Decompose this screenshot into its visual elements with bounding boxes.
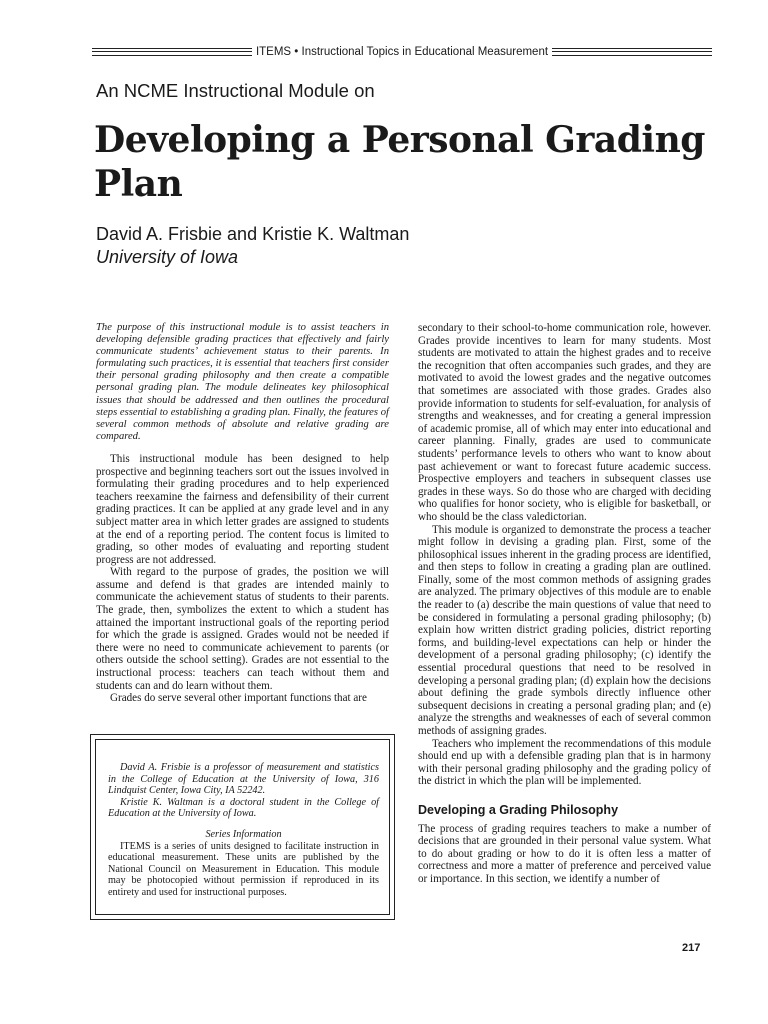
running-header [92,44,712,60]
left-column [96,322,389,705]
section-heading: Developing a Grading Philosophy [418,802,619,817]
body-paragraph: Teachers who implement the recommendations of this module should end up with a defensible grading plan that is in harmony with their personal grading philosophy and the grading policy of the district in which the plan will be implemented. [418,737,711,788]
body-paragraph: With regard to the purpose of grades, the position we will assume and defend is that grades are intended mainly to communicate the achievement status of students to their parents. The grade, then, symbolizes the extent to which a student has attained the important instructional goals of the reporting period for which the grade is assigned. Grades would not be needed if there were no need to communicate achievement to parents (or others outside the school setting). Grades are not essential to the instructional process: teachers can teach without them and students can and do learn without them. [96,566,389,692]
right-column [418,322,711,886]
header-rule-left [92,48,252,56]
abstract: The purpose of this instructional module is to assist teachers in developing defensible grading practices that effectively and fairly communicate students’ achievement status to their parents. In formulating such practices, it is essential that teachers first consider their personal grading philosophy and then create a compatible personal grading plan. The module delineates key philosophical issues that should be addressed and then outlines the procedural steps essential to establishing a grading plan. Finally, the features of several common methods of absolute and relative grading are compared. [96,322,389,442]
author-note: Kristie K. Waltman is a doctoral student in the College of Education at the University of Iowa. [108,796,379,820]
body-paragraph: Grades do serve several other important functions that are [110,692,367,705]
page-number: 217 [682,942,701,954]
author-info-box-inner [95,739,390,915]
article-title: Developing a Personal Grading Plan [94,119,705,205]
series-info-text: ITEMS is a series of units designed to facilitate instruction in educational measurement. These units are published by the National Council on Measurement in Education. This module may be photocopied without permission if reproduced in its entirety and used for instructional purposes. [108,840,379,898]
header-rule-right [552,48,712,56]
series-info-title: Series Information [205,828,282,840]
body-paragraph: This instructional module has been designed to help prospective and beginning teachers sort out the issues involved in formulating their grading procedures and to help experienced teachers reexamine the fairness and defensibility of their current grading practices. It can be applied at any grade level and in any subject matter area in which letter grades are assigned to students at the end of a reporting period. The content focus is limited to grading, so other modes of evaluating and reporting student progress are not addressed. [96,452,389,566]
module-kicker: An NCME Instructional Module on [96,80,375,101]
running-header-text: ITEMS • Instructional Topics in Educational Measurement [255,46,549,58]
author-line: David A. Frisbie and Kristie K. Waltman [96,224,410,244]
body-paragraph: This module is organized to demonstrate the process a teacher might follow in devising a grading plan. First, some of the philosophical issues inherent in the grading process are identified, and then steps to follow in creating a grading plan are outlined. Finally, some of the most common methods of assigning grades are analyzed. The primary objectives of this module are to enable the reader to (a) describe the main questions of value that need to be considered in formulating a personal grading philosophy; (b) explain how written district grading policies, district reporting forms, and building-level expectations can help or hinder the development of a personal grading philosophy; (c) identify the essential procedural questions that need to be resolved in developing a personal grading plan; (d) explain how the decisions about defining the grade symbols directly influence other subsequent decisions in creating a personal grading plan; and (e) analyze the strengths and weaknesses of each of several common methods of assigning grades. [418,523,711,737]
author-note: David A. Frisbie is a professor of measurement and statistics in the College of Education at the University of Iowa, 316 Lindquist Center, Iowa City, IA 52242. [108,762,379,797]
author-info-box [90,734,395,920]
body-paragraph: The process of grading requires teachers to make a number of decisions that are grounded in their personal value system. What to do about grading or how to do it is often less a matter of correctness and more a matter of preference and perceived value or importance. In this section, we identify a number of [418,822,711,885]
affiliation: University of Iowa [96,247,239,267]
body-paragraph: secondary to their school-to-home communication role, however. Grades provide incentives to learn for many students. Most students are motivated to attain the highest grades and to receive the recognition that often accompanies such grades, and they are motivated to avoid the lowest grades and the negative outcomes that sometimes are associated with those grades. Grades also provide information to students for self-evaluation, for analysis of strengths and weaknesses, and for creating a general impression of academic promise, all of which may enter into educational and career planning. Finally, grades are used to communicate students’ performance levels to others who want to know about past achievement or want to forecast future academic success. Prospective employers and teachers in subsequent classes use grades in these ways. So do those who are charged with deciding who qualifies for honor society, who is eligible for basketball, or who should be the class valedictorian. [418,322,711,523]
